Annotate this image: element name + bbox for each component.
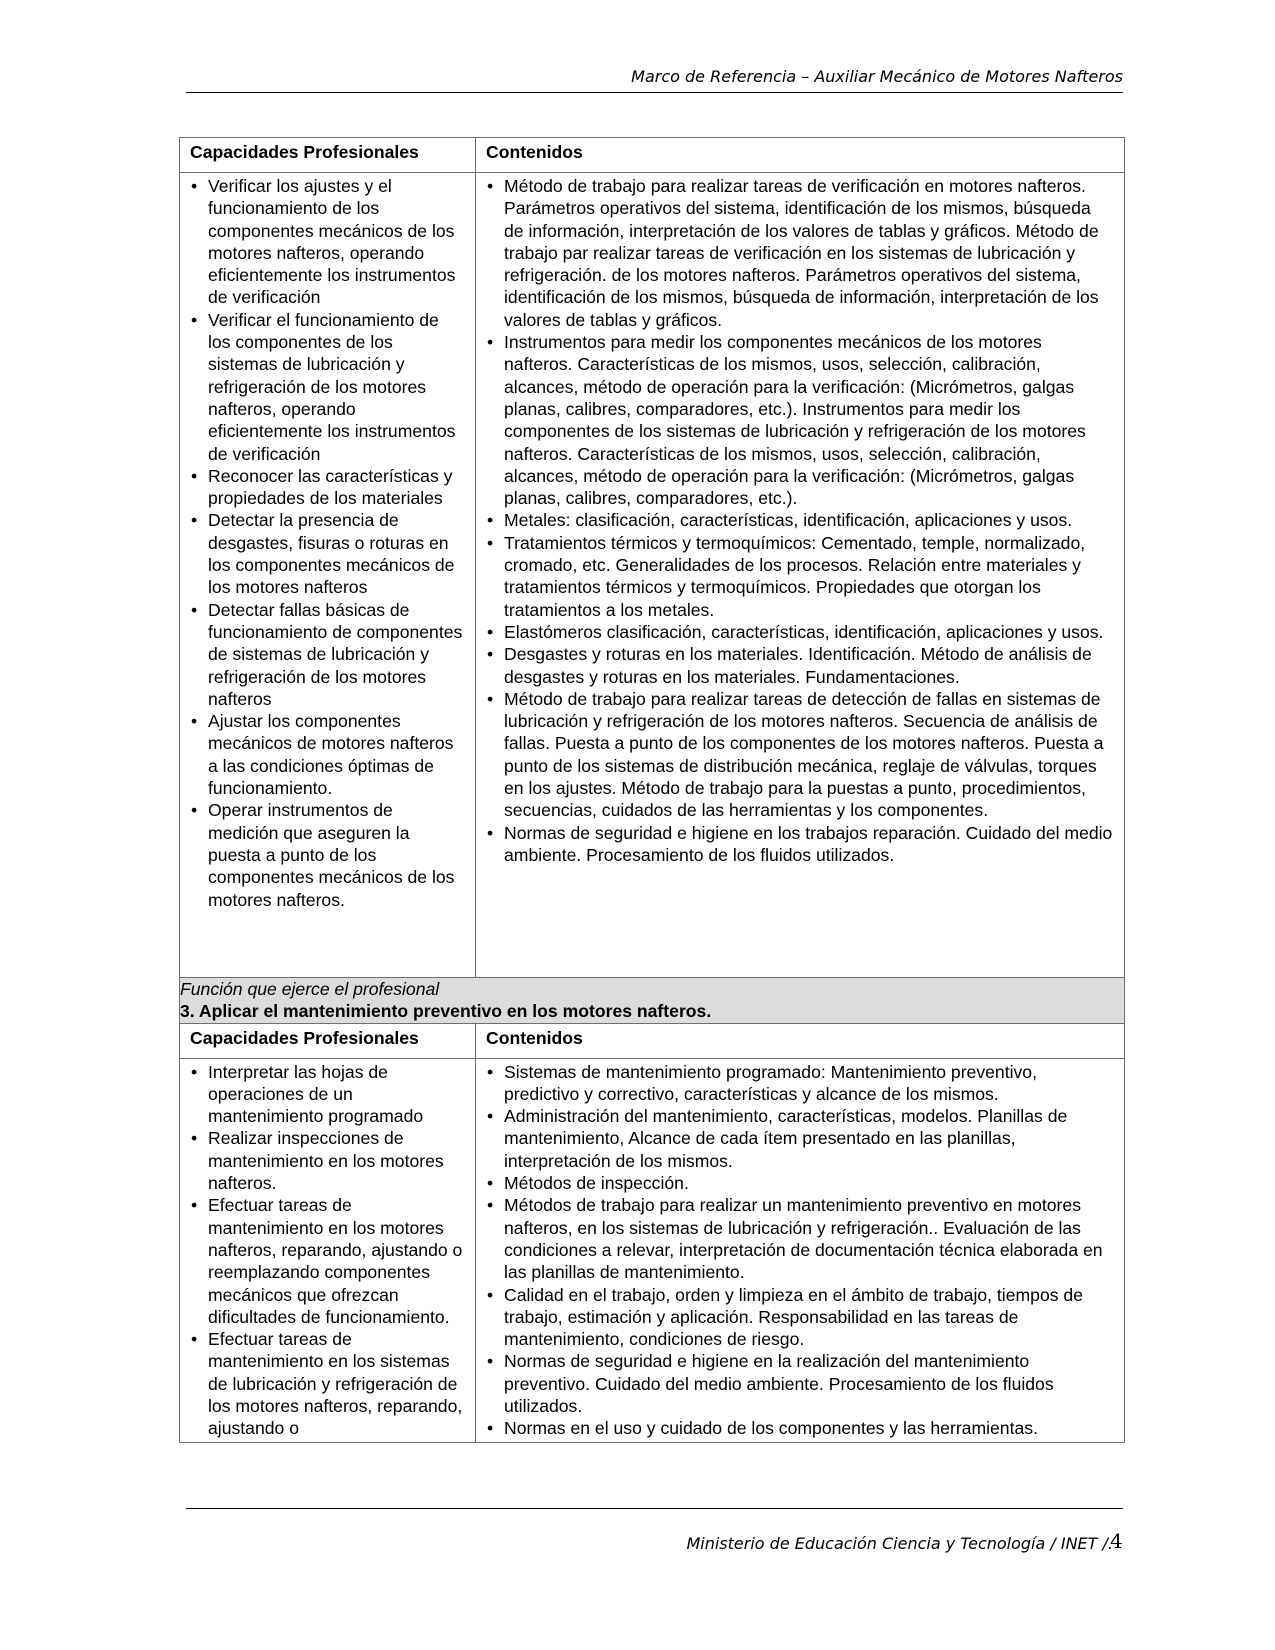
- capacidades-cell: [180, 1058, 476, 1442]
- header-divider: [186, 92, 1123, 93]
- capacidades-cell: [180, 173, 476, 978]
- list-item: • Métodos de inspección.: [486, 1172, 1114, 1194]
- list-item: • Operar instrumentos de medición que aseguren la puesta a punto de los componentes mecánicos de los motores nafteros.: [190, 799, 465, 910]
- contenidos-list: [486, 175, 1114, 866]
- curriculum-table: [179, 137, 1125, 1443]
- list-item: • Normas de seguridad e higiene en la realización del mantenimiento preventivo. Cuidado del medio ambiente. Procesamiento de los fluidos utilizados.: [486, 1350, 1114, 1417]
- table-row: [180, 173, 1125, 978]
- list-item: • Sistemas de mantenimiento programado: Mantenimiento preventivo, predictivo y correctivo, características y alcance de los mismos.: [486, 1061, 1114, 1106]
- list-item: • Métodos de trabajo para realizar un mantenimiento preventivo en motores nafteros, en los sistemas de lubricación y refrigeración.. Evaluación de las condiciones a relevar, interpretación de documentación técnica elaborada en las planillas de mantenimiento.: [486, 1194, 1114, 1283]
- contenidos-cell: [476, 1058, 1125, 1442]
- list-item: • Detectar la presencia de desgastes, fisuras o roturas en los componentes mecánicos de los motores nafteros: [190, 509, 465, 598]
- page-header-title: Marco de Referencia – Auxiliar Mecánico de Motores Nafteros: [631, 67, 1123, 86]
- contenidos-cell: [476, 173, 1125, 978]
- list-item: • Método de trabajo para realizar tareas de detección de fallas en sistemas de lubricación y refrigeración de los motores nafteros. Secuencia de análisis de fallas. Puesta a punto de los componentes de los motores nafteros. Puesta a punto de los sistemas de distribución mecánica, reglaje de válvulas, torques en los ajustes. Método de trabajo para la puestas a punto, procedimientos, secuencias, cuidados de las herramientas y los componentes.: [486, 688, 1114, 822]
- list-item: • Realizar inspecciones de mantenimiento en los motores nafteros.: [190, 1127, 465, 1194]
- list-item: • Tratamientos térmicos y termoquímicos: Cementado, temple, normalizado, cromado, etc. Generalidades de los procesos. Relación entre materiales y tratamientos térmicos y termoquímicos. Propiedades que otorgan los tratamientos a los metales.: [486, 532, 1114, 621]
- function-label: Función que ejerce el profesional: [180, 979, 440, 999]
- table-header-row: [180, 138, 1125, 173]
- footer-divider: [186, 1508, 1123, 1509]
- list-item: • Desgastes y roturas en los materiales. Identificación. Método de análisis de desgastes y roturas en los materiales. Fundamentaciones.: [486, 643, 1114, 688]
- column-header-contenidos: Contenidos: [476, 1023, 1125, 1058]
- list-item: • Administración del mantenimiento, características, modelos. Planillas de mantenimiento, Alcance de cada ítem presentado en las planillas, interpretación de los mismos.: [486, 1105, 1114, 1172]
- list-item: • Verificar los ajustes y el funcionamiento de los componentes mecánicos de los motores nafteros, operando eficientemente los instrumentos de verificación: [190, 175, 465, 309]
- column-header-capacidades: Capacidades Profesionales: [180, 138, 476, 173]
- list-item: • Detectar fallas básicas de funcionamiento de componentes de sistemas de lubricación y refrigeración de los motores nafteros: [190, 599, 465, 710]
- list-item: • Efectuar tareas de mantenimiento en los motores nafteros, reparando, ajustando o reemplazando componentes mecánicos que ofrezcan dificultades de funcionamiento.: [190, 1194, 465, 1328]
- list-item: • Ajustar los componentes mecánicos de motores nafteros a las condiciones óptimas de funcionamiento.: [190, 710, 465, 799]
- list-item: • Efectuar tareas de mantenimiento en los sistemas de lubricación y refrigeración de los motores nafteros, reparando, ajustando o: [190, 1328, 465, 1439]
- list-item: • Metales: clasificación, características, identificación, aplicaciones y usos.: [486, 509, 1114, 531]
- contenidos-list: [486, 1061, 1114, 1440]
- capacidades-list: [190, 175, 465, 911]
- function-row: [180, 978, 1125, 1024]
- capacidades-list: [190, 1061, 465, 1440]
- list-item: • Normas en el uso y cuidado de los componentes y las herramientas.: [486, 1417, 1114, 1439]
- list-item: • Verificar el funcionamiento de los componentes de los sistemas de lubricación y refrigeración de los motores nafteros, operando eficientemente los instrumentos de verificación: [190, 309, 465, 465]
- list-item: • Calidad en el trabajo, orden y limpieza en el ámbito de trabajo, tiempos de trabajo, estimación y aplicación. Responsabilidad en las tareas de mantenimiento, condiciones de riesgo.: [486, 1284, 1114, 1351]
- list-item: • Interpretar las hojas de operaciones de un mantenimiento programado: [190, 1061, 465, 1128]
- page-number: 4: [1110, 1529, 1123, 1553]
- column-header-contenidos: Contenidos: [476, 138, 1125, 173]
- list-item: • Instrumentos para medir los componentes mecánicos de los motores nafteros. Características de los mismos, usos, selección, calibración, alcances, método de operación para la verificación: (Micrómetros, galgas planas, calibres, comparadores, etc.). Instrumentos para medir los componentes de los sistemas de lubricación y refrigeración de los motores nafteros. Características de los mismos, usos, selección, calibración, alcances, método de operación para la verificación: (Micrómetros, galgas planas, calibres, comparadores, etc.).: [486, 331, 1114, 509]
- table-header-row: [180, 1023, 1125, 1058]
- list-item: • Reconocer las características y propiedades de los materiales: [190, 465, 465, 510]
- footer-text: Ministerio de Educación Ciencia y Tecnología / INET /.: [686, 1534, 1113, 1553]
- table-row: [180, 1058, 1125, 1442]
- function-title: 3. Aplicar el mantenimiento preventivo en los motores nafteros.: [180, 1001, 712, 1022]
- column-header-capacidades: Capacidades Profesionales: [180, 1023, 476, 1058]
- function-cell: [180, 978, 1125, 1024]
- list-item: • Elastómeros clasificación, características, identificación, aplicaciones y usos.: [486, 621, 1114, 643]
- list-item: • Normas de seguridad e higiene en los trabajos reparación. Cuidado del medio ambiente. Procesamiento de los fluidos utilizados.: [486, 822, 1114, 867]
- list-item: • Método de trabajo para realizar tareas de verificación en motores nafteros. Parámetros operativos del sistema, identificación de los mismos, búsqueda de información, interpretación de los valores de tablas y gráficos. Método de trabajo par realizar tareas de verificación en los sistemas de lubricación y refrigeración. de los motores nafteros. Parámetros operativos del sistema, identificación de los mismos, búsqueda de información, interpretación de los valores de tablas y gráficos.: [486, 175, 1114, 331]
